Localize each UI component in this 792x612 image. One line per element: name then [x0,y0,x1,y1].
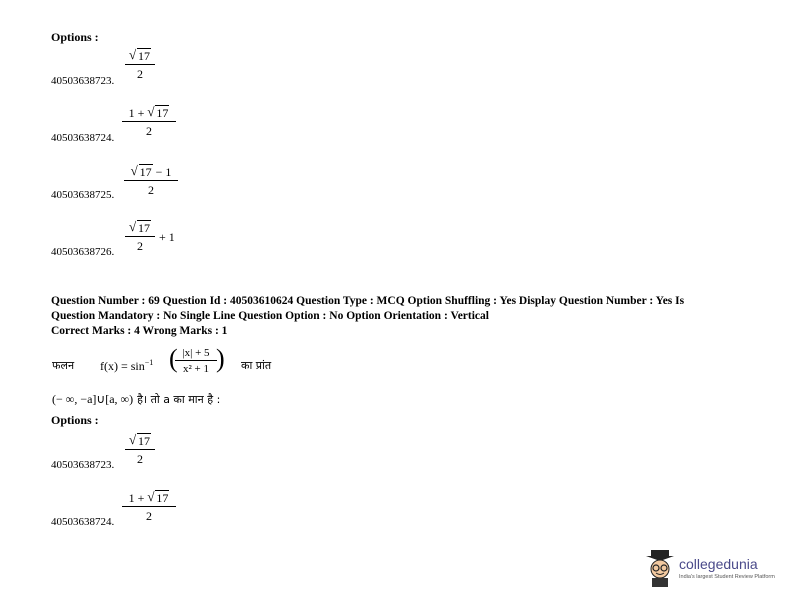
logo-name: collegedunia [679,556,758,572]
option-formula: √ 17 2 [125,221,155,253]
question-meta-line2: Question Mandatory : No Single Line Question Option : No Option Orientation : Vertical [51,310,489,322]
option-id: 40503638724. [51,132,115,144]
question-function: $f(x) = \sin^{-1}$ [100,358,154,373]
collegedunia-logo [643,548,783,588]
inner-fraction: |x| + 5 x² + 1 [175,347,217,375]
options-label: Options : [51,413,99,427]
question-meta-line1: Question Number : 69 Question Id : 40503610624 Question Type : MCQ Option Shuffling : Yes Display Question Number : Yes Is [51,295,685,307]
option-id: 40503638726. [51,246,115,258]
question-marks: Correct Marks : 4 Wrong Marks : 1 [51,325,228,337]
option-formula: √ 17 2 [125,434,155,466]
option-formula: √ 17 2 [125,49,155,81]
options-label: Options : [51,30,99,44]
question-meta [51,294,771,339]
question-line2: (− ∞, −a]∪[a, ∞) है। तो a का मान है : [52,392,221,406]
question-hindi-prefix: फलन [52,359,75,372]
right-paren: ) [216,344,225,373]
option-id: 40503638724. [51,516,115,528]
student-mascot-icon [643,548,677,588]
logo-tagline: India's largest Student Review Platform [679,574,775,580]
option-id: 40503638723. [51,75,115,87]
option-formula: √ 17 − 1 2 [124,165,178,197]
option-suffix: + 1 [159,230,175,244]
option-formula: 1 + √ 17 2 [122,491,176,523]
option-formula: 1 + √ 17 2 [122,106,176,138]
option-id: 40503638725. [51,189,115,201]
option-id: 40503638723. [51,459,115,471]
left-paren: ( [169,344,178,373]
question-hindi-domain: का प्रांत [241,359,272,372]
